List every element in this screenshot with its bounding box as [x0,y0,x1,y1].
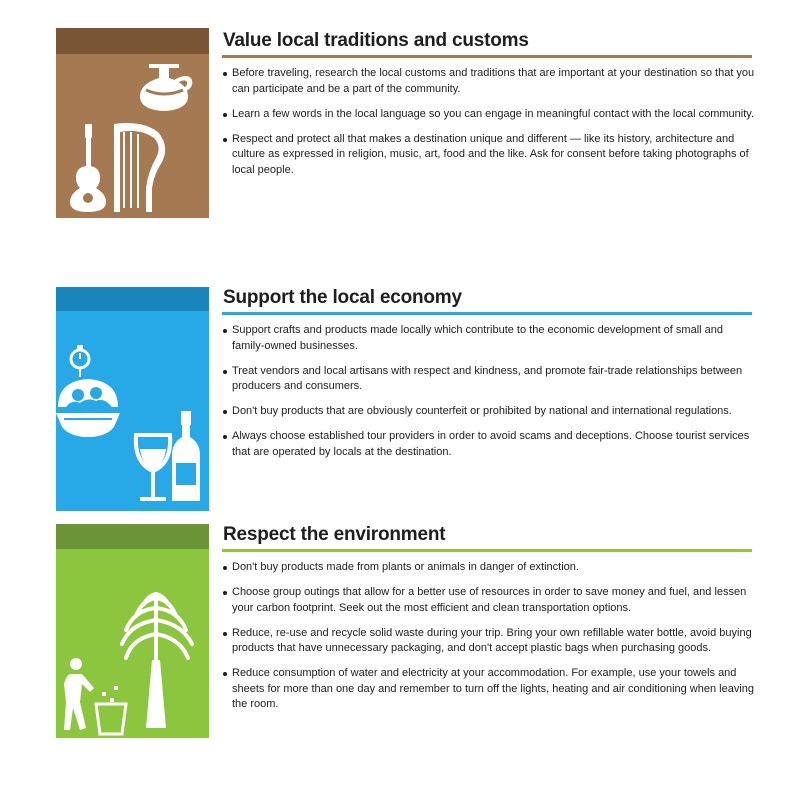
artisan-basket-icon [56,345,120,437]
list-item: Don't buy products made from plants or animals in danger of extinction. [222,560,757,576]
list-item: Reduce, re-use and recycle solid waste during your trip. Bring your own refillable water bottle, avoid buying products that have unnecessary packaging, and don't accept plastic bags when purchasing goods. [222,626,757,657]
environment-rule [222,549,752,552]
environment-illustration [56,524,209,738]
traditions-list [222,66,755,178]
wine-bottle-icon [172,411,200,501]
environment-icon-panel [56,524,209,738]
list-item: Don't buy products that are obviously counterfeit or prohibited by national and international regulations. [222,404,757,420]
economy-rule [222,312,752,315]
list-item: Choose group outings that allow for a better use of resources in order to save money and fuel, and lessen your carbon footprint. Seek out the most efficient and clean transportation options. [222,585,757,616]
traditions-rule [222,55,752,58]
traditions-illustration [56,28,209,218]
wine-glass-icon [136,435,170,501]
jug-icon [140,64,192,111]
list-item: Respect and protect all that makes a destination unique and different — like its history, architecture and culture as expressed in religion, music, art, food and the like. Ask for consent before taking photographs of local people. [222,132,757,179]
section-title: Respect the environment [223,524,446,545]
recycling-person-icon [64,658,126,734]
list-item: Always choose established tour providers in order to avoid scams and deceptions. Choose tourist services that are operated by locals at the destination. [222,429,757,460]
list-item: Before traveling, research the local customs and traditions that are important at your destination so that you can participate and be a part of the community. [222,66,757,97]
section-title: Support the local economy [223,287,462,308]
economy-illustration [56,287,209,511]
economy-list [222,323,752,460]
list-item: Support crafts and products made locally which contribute to the economic development of small and family-owned businesses. [222,323,757,354]
harp-icon [114,123,165,212]
traditions-icon-panel [56,28,209,218]
list-item: Learn a few words in the local language so you can engage in meaningful contact with the local community. [222,107,757,123]
araucaria-tree-icon [122,594,192,664]
list-item: Treat vendors and local artisans with respect and kindness, and promote fair-trade relationships between producers and consumers. [222,364,757,395]
economy-icon-panel [56,287,209,511]
economy-content [222,287,752,470]
traditions-content [222,30,755,188]
environment-content [222,524,755,722]
section-title: Value local traditions and customs [223,30,529,51]
list-item: Reduce consumption of water and electricity at your accommodation. For example, use your towels and sheets for more than one day and remember to turn off the lights, heating and air conditioning when leaving the room. [222,666,757,713]
environment-list [222,560,755,713]
